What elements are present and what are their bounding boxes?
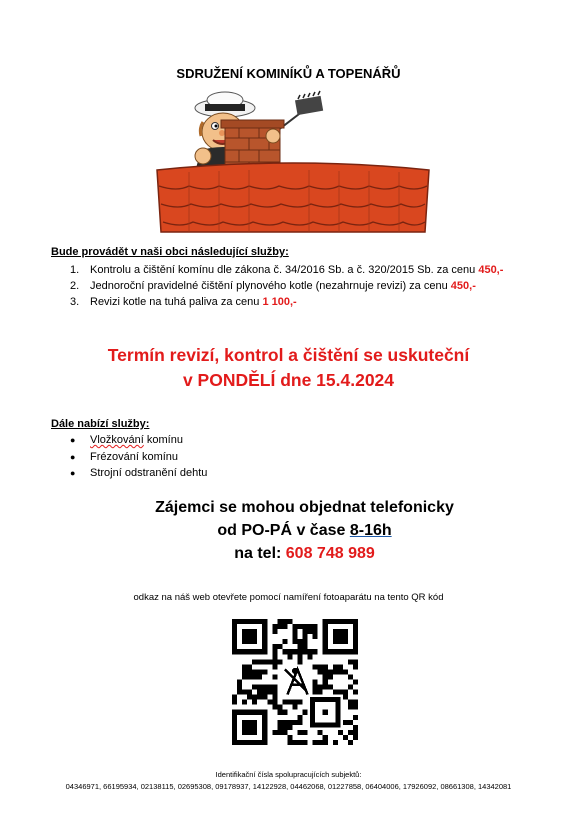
list-item: ● Strojní odstranění dehtu bbox=[70, 465, 207, 482]
chimney-sweep-illustration bbox=[155, 86, 431, 236]
contact-block bbox=[16, 496, 577, 565]
business-hours: 8-16h bbox=[349, 522, 392, 539]
bullet-icon: ● bbox=[70, 451, 76, 462]
price: 1 100,- bbox=[262, 296, 297, 308]
roof-tiles bbox=[157, 163, 429, 232]
list-item: ● Frézování komínu bbox=[70, 449, 207, 466]
page-title: SDRUŽENÍ KOMINÍKŮ A TOPENÁŘŮ bbox=[176, 66, 401, 81]
ids-heading: Identifikační čísla spolupracujících subjektů: bbox=[215, 770, 362, 779]
extra-services-list bbox=[70, 432, 207, 482]
bullet-icon: ● bbox=[70, 468, 76, 478]
ids-list: 04346971, 66195934, 02138115, 02695308, 09178937, 14122928, 04462068, 01227858, 06404006, 17926092, 08661308, 14342081 bbox=[65, 782, 512, 791]
contact-hours-line: od PO-PÁ v čase 8-16h bbox=[217, 522, 392, 539]
announcement bbox=[0, 343, 577, 393]
contact-line: Zájemci se mohou objednat telefonicky bbox=[155, 499, 454, 516]
announcement-line: Termín revizí, kontrol a čištění se uskuteční bbox=[107, 345, 470, 365]
chimney-sweep-logo-icon bbox=[280, 667, 310, 697]
list-item: 3. Revizi kotle na tuhá paliva za cenu 1 100,- bbox=[70, 296, 297, 308]
services-heading: Bude provádět v naši obci následující služby: bbox=[51, 246, 289, 258]
list-item: ● Vložkování komínu bbox=[70, 432, 207, 449]
qr-code bbox=[232, 619, 358, 745]
qr-note: odkaz na náš web otevřete pomocí namíření fotoaparátu na tento QR kód bbox=[133, 592, 444, 603]
price: 450,- bbox=[450, 280, 476, 292]
list-item: 2. Jednoroční pravidelné čištění plynového kotle (nezahrnuje revizi) za cenu 450,- bbox=[70, 280, 476, 292]
announcement-date: v PONDĚLÍ dne 15.4.2024 bbox=[182, 370, 395, 390]
extra-services-heading: Dále nabízí služby: bbox=[51, 418, 150, 430]
contact-phone-line: na tel: 608 748 989 bbox=[234, 545, 375, 562]
bullet-icon: ● bbox=[70, 435, 76, 445]
list-item: 1. Kontrolu a čištění komínu dle zákona č. 34/2016 Sb. a č. 320/2015 Sb. za cenu 450,- bbox=[70, 264, 504, 276]
phone-number: 608 748 989 bbox=[285, 545, 375, 562]
price: 450,- bbox=[478, 264, 504, 276]
services-list bbox=[70, 262, 503, 310]
